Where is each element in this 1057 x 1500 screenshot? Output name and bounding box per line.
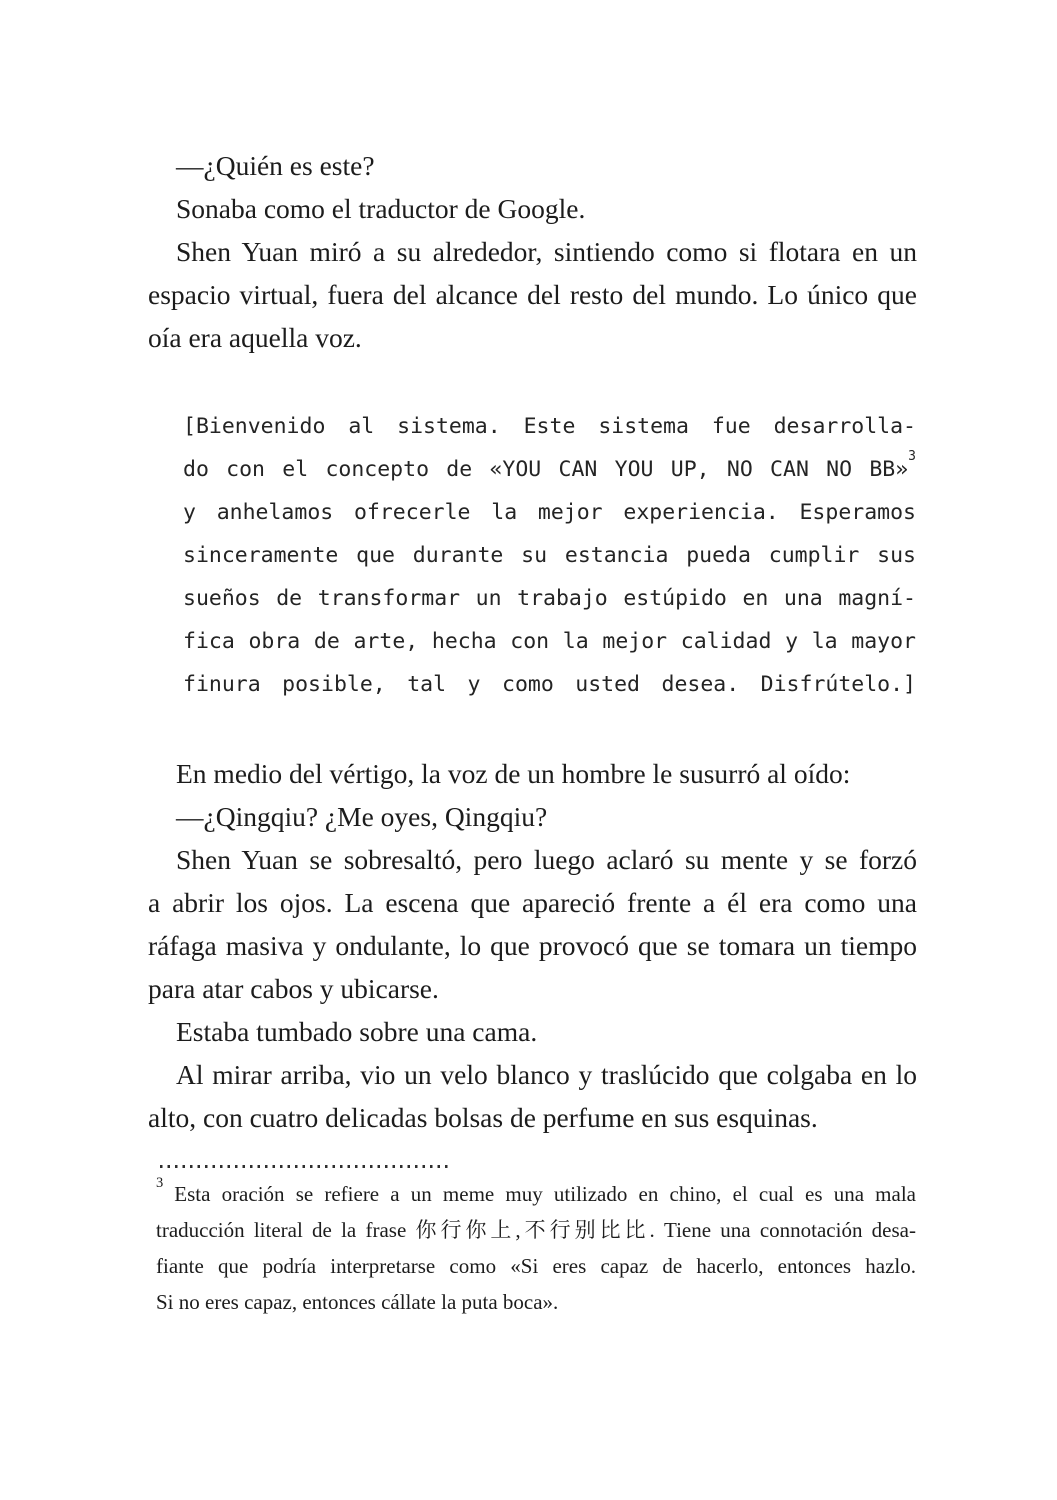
paragraph-dialogue-quien — [148, 144, 917, 187]
footnote — [156, 1176, 916, 1320]
paragraph-sonaba — [148, 187, 917, 230]
footnote-line: fiante que podría interpretarse como «Si eres capaz de hacerlo, entonces hazlo. — [156, 1254, 916, 1278]
paragraph-line: —¿Quién es este? — [176, 150, 375, 181]
paragraph-estaba-tumbado — [148, 1010, 917, 1053]
paragraph-line: ráfaga masiva y ondulante, lo que provocó que se tomara un tiempo — [148, 930, 917, 961]
paragraph-line: oía era aquella voz. — [148, 322, 362, 353]
paragraph-shen-yuan-miro — [148, 230, 917, 359]
system-message-line: sueños de transformar un trabajo estúpido en una magní- — [183, 586, 916, 611]
paragraph-line: Al mirar arriba, vio un velo blanco y traslúcido que colgaba en lo — [176, 1059, 917, 1090]
system-message-line: [Bienvenido al sistema. Este sistema fue desarrolla- — [183, 414, 916, 439]
page-content — [148, 144, 917, 1320]
paragraph-al-mirar-arriba — [148, 1053, 917, 1139]
footnote-line — [156, 1176, 916, 1212]
paragraph-line: Shen Yuan miró a su alrededor, sintiendo como si flotara en un — [176, 236, 917, 267]
paragraph-line: para atar cabos y ubicarse. — [148, 973, 439, 1004]
paragraph-line: alto, con cuatro delicadas bolsas de perfume en sus esquinas. — [148, 1102, 818, 1133]
system-message-line: finura posible, tal y como usted desea. Disfrútelo.] — [183, 672, 916, 697]
paragraph-en-medio — [148, 752, 917, 795]
system-message-line — [183, 448, 916, 491]
paragraph-line: espacio virtual, fuera del alcance del resto del mundo. Lo único que — [148, 279, 917, 310]
paragraph-line: a abrir los ojos. La escena que apareció frente a él era como una — [148, 887, 917, 918]
footnote-text: Esta oración se refiere a un meme muy utilizado en chino, el cual es una mala — [174, 1182, 916, 1206]
paragraph-dialogue-qingqiu — [148, 795, 917, 838]
paragraph-line: —¿Qingqiu? ¿Me oyes, Qingqiu? — [176, 801, 548, 832]
footnote-reference: 3 — [908, 448, 916, 464]
system-message-line: y anhelamos ofrecerle la mejor experiencia. Esperamos — [183, 500, 916, 525]
system-message-block — [183, 405, 916, 706]
footnote-line: Si no eres capaz, entonces cállate la puta boca». — [156, 1290, 559, 1314]
paragraph-shen-yuan-sobresalto — [148, 838, 917, 1010]
paragraph-line: Estaba tumbado sobre una cama. — [176, 1016, 538, 1047]
paragraph-line: Shen Yuan se sobresaltó, pero luego aclaró su mente y se forzó — [176, 844, 917, 875]
system-message-text: do con el concepto de «YOU CAN YOU UP, NO CAN NO BB» — [183, 457, 909, 482]
system-message-line: sinceramente que durante su estancia pueda cumplir sus — [183, 543, 916, 568]
paragraph-line: Sonaba como el traductor de Google. — [176, 193, 586, 224]
footnote-line: traducción literal de la frase 你行你上,不行别比比. Tiene una connotación desa- — [156, 1218, 916, 1242]
footnote-marker: 3 — [156, 1175, 164, 1191]
system-message-line: fica obra de arte, hecha con la mejor calidad y la mayor — [183, 629, 916, 654]
paragraph-line: En medio del vértigo, la voz de un hombre le susurró al oído: — [176, 758, 851, 789]
footnote-separator — [160, 1165, 448, 1168]
